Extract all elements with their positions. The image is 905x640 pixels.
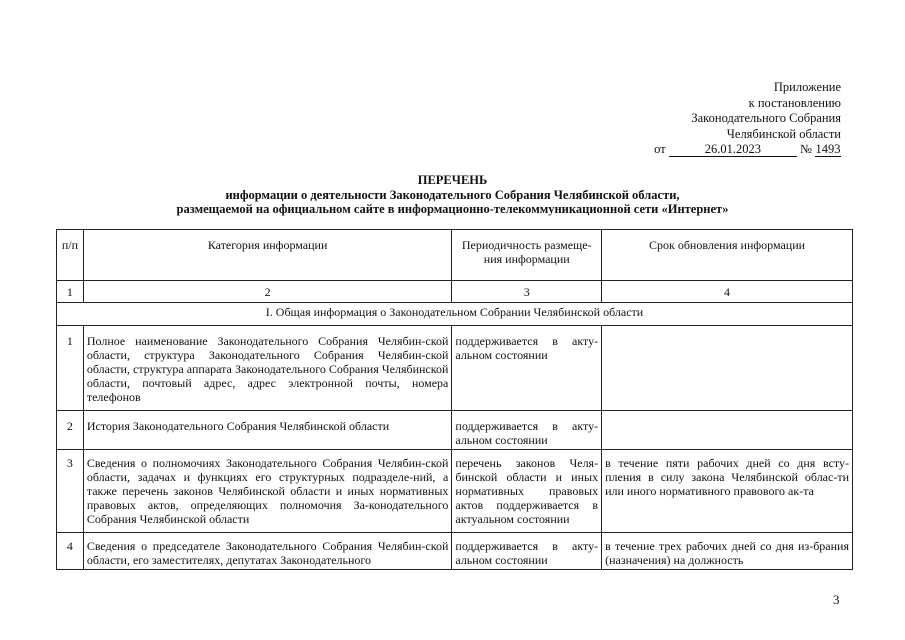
row-number: 4: [57, 533, 84, 570]
row-update: в течение трех рабочих дней со дня из-брания (назначения) на должность: [602, 533, 853, 570]
row-number: 2: [57, 411, 84, 450]
resolution-date-line: [581, 142, 841, 158]
row-periodicity: поддерживается в акту-альном состоянии: [452, 533, 602, 570]
title-line: информации о деятельности Законодательного Собрания Челябинской области,: [225, 187, 680, 202]
row-category: Сведения о председателе Законодательного Собрания Челябин-ской области, его заместителях, депутатах Законодательного: [83, 533, 452, 570]
row-update: [602, 411, 853, 450]
table-row: [57, 411, 853, 450]
appendix-line: Приложение: [773, 80, 841, 94]
column-number: 1: [57, 281, 84, 303]
table-row: [57, 450, 853, 533]
table-row: [57, 326, 853, 411]
resolution-number: 1493: [815, 142, 841, 156]
row-category: История Законодательного Собрания Челябинской области: [83, 411, 452, 450]
header-cell: Срок обновления информации: [602, 230, 853, 281]
header-cell: Категория информации: [83, 230, 452, 281]
table-row: [57, 533, 853, 570]
row-periodicity: поддерживается в акту-альном состоянии: [452, 326, 602, 411]
row-update: [602, 326, 853, 411]
row-update: в течение пяти рабочих дней со дня всту-пления в силу закона Челябинской облас-ти или иного нормативного правового ак-та: [602, 450, 853, 533]
column-number: 4: [602, 281, 853, 303]
row-number: 1: [57, 326, 84, 411]
row-periodicity: поддерживается в акту-альном состоянии: [452, 411, 602, 450]
date-prefix: от: [654, 142, 666, 156]
appendix-line: Законодательного Собрания: [691, 111, 841, 125]
row-periodicity: перечень законов Челя-бинской области и иных нормативных правовых актов поддерживается в актуальном состоянии: [452, 450, 602, 533]
document-title: [0, 173, 905, 217]
column-number: 2: [83, 281, 452, 303]
section-row: [57, 303, 853, 326]
title-heading: ПЕРЕЧЕНЬ: [417, 173, 488, 187]
table-header-row: [57, 230, 853, 281]
header-cell: п/п: [57, 230, 84, 281]
title-line: размещаемой на официальном сайте в информационно-телекоммуникационной сети «Интернет»: [176, 202, 729, 216]
column-number-row: [57, 281, 853, 303]
row-category: Полное наименование Законодательного Собрания Челябин-ской области, структура Законодательного Собрания Челябин-ской области, структура аппарата Законодательного Собрания Челябинской области, почтовый адрес, адрес электронной почты, номера телефонов: [83, 326, 452, 411]
row-number: 3: [57, 450, 84, 533]
information-table: [56, 229, 853, 570]
page-number: 3: [833, 592, 840, 607]
appendix-line: к постановлению: [748, 95, 841, 110]
section-title: I. Общая информация о Законодательном Собрании Челябинской области: [57, 303, 853, 326]
number-prefix: №: [799, 142, 812, 156]
appendix-line: Челябинской области: [726, 126, 841, 141]
row-category: Сведения о полномочиях Законодательного Собрания Челябин-ской области, задачах и функциях его структурных подразделе-ний, а также перечень законов Челябинской области и иных нормативных правовых актов, определяющих полномочия За-конодательного Собрания Челябинской области: [83, 450, 452, 533]
column-number: 3: [452, 281, 602, 303]
resolution-date: 26.01.2023: [669, 143, 797, 157]
header-cell: Периодичность размеще-ния информации: [452, 230, 602, 281]
appendix-block: [581, 80, 841, 158]
